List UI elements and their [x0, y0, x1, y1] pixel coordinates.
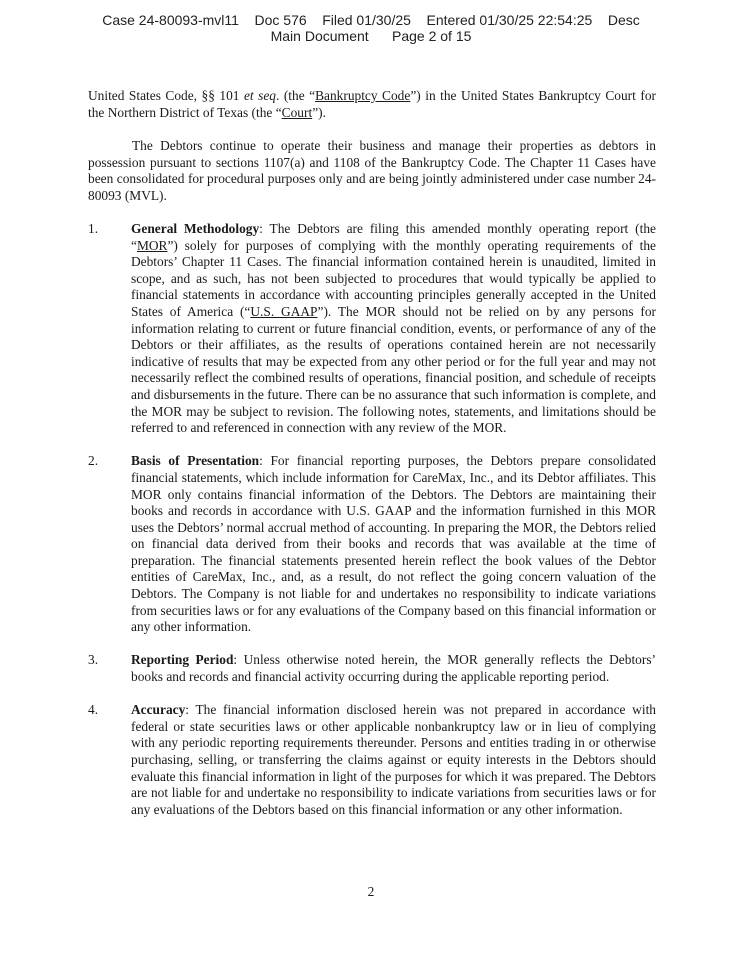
item-text: : The financial information disclosed herein was not prepared in accordance with federal or state securities laws or other applicable nonbankruptcy law or in lieu of complying with any periodic reporting requirements thereunder. Persons and entities trading in or otherwise purchasing, selling, or transferring the claims against or equity interests in the Debtors should evaluate this financial information in light of the purposes for which it was prepared. The Debtors are not liable for and undertake no responsibility to indicate variations from securities laws or for any evaluations of the Debtors based on this financial information or any other information.	[131, 702, 656, 817]
defined-term-mor: MOR	[136, 237, 168, 253]
text-run: ”) solely for purposes of complying with the monthly operating requirements of the Debtors’ Chapter 11 Cases. The financial information contained herein is unaudited, limited in scope, and as such, has not been subjected to procedures that would typically be applied to financial statements in accordance with accounting principles generally accepted in the United States of America (“	[131, 237, 656, 319]
document-page-line: Main Document Page 2 of 15	[270, 28, 472, 44]
item-number: 2.	[88, 453, 99, 469]
text-run: ”) in the United States Bankruptcy Court for the Northern District of Texas (the “	[88, 88, 656, 120]
item-number: 1.	[88, 221, 99, 236]
case-info-line: Case 24-80093-mvl11 Doc 576 Filed 01/30/25 Entered 01/30/25 22:54:25 Desc	[102, 12, 640, 28]
note-item-4	[88, 702, 656, 818]
text-run: ”). The MOR should not be relied on by any persons for information relating to current or future financial condition, events, or performance of any of the Debtors or their affiliates, as the results of operations contained herein are not necessarily indicative of results that may be expected from any other period or for the full year and may not necessarily reflect the combined results of operations, financial position, and schedule of receipts and disbursements in the future. There can be no assurance that such information is complete, and the MOR may be subject to revision. The following notes, statements, and limitations should be referred to and referenced in connection with any review of the MOR.	[131, 303, 657, 436]
numbered-notes	[88, 221, 656, 835]
intro-section	[88, 88, 656, 205]
italic-run: et seq	[243, 88, 276, 103]
note-item-1	[88, 221, 656, 437]
intro-paragraph-1	[88, 88, 656, 121]
intro-paragraph-2: The Debtors continue to operate their business and manage their properties as debtors in possession pursuant to sections 1107(a) and 1108 of the Bankruptcy Code. The Chapter 11 Cases have been consolidated for procedural purposes only and are being jointly administered under case number 24-80093 (MVL).	[88, 138, 656, 203]
defined-term-us-gaap: U.S. GAAP	[250, 303, 318, 319]
text-run: : The Debtors are filing this amended monthly operating report (the “	[131, 221, 656, 253]
item-text: : For financial reporting purposes, the Debtors prepare consolidated financial statements, which include information for CareMax, Inc., and its Debtor affiliates. This MOR only contains financial information of the Debtors. The Debtors are maintaining their books and records in accordance with U.S. GAAP and the information furnished in this MOR uses the Debtors’ normal accrual method of accounting. In preparing the MOR, the Debtors relied on financial data derived from their books and records that was available at the time of preparation. The financial statements presented herein reflect the book values of the Debtor entities of CareMax, Inc., and, as a result, do not reflect the going concern valuation of the Debtors. The Company is not liable for and undertakes no responsibility to indicate variations from securities laws or for any evaluations of the Company based on this financial information or any other information.	[131, 453, 656, 635]
item-number: 3.	[88, 652, 99, 668]
note-item-2	[88, 453, 656, 636]
page-number: 2	[367, 884, 375, 899]
item-heading: Accuracy	[131, 702, 186, 718]
text-run: . (the “	[276, 88, 316, 103]
defined-term-court: Court	[281, 104, 313, 120]
item-heading: Reporting Period	[131, 652, 234, 668]
text-run: United States Code, §§ 101	[88, 88, 244, 103]
item-text: : Unless otherwise noted herein, the MOR generally reflects the Debtors’ books and records and financial activity occurring during the applicable reporting period.	[131, 652, 656, 685]
defined-term-bankruptcy-code: Bankruptcy Code	[315, 88, 411, 103]
item-number: 4.	[88, 702, 99, 718]
item-heading: General Methodology	[131, 221, 260, 236]
court-filing-header	[0, 12, 742, 44]
text-run: ”).	[312, 104, 326, 120]
note-item-3	[88, 652, 656, 685]
item-heading: Basis of Presentation	[131, 453, 260, 469]
